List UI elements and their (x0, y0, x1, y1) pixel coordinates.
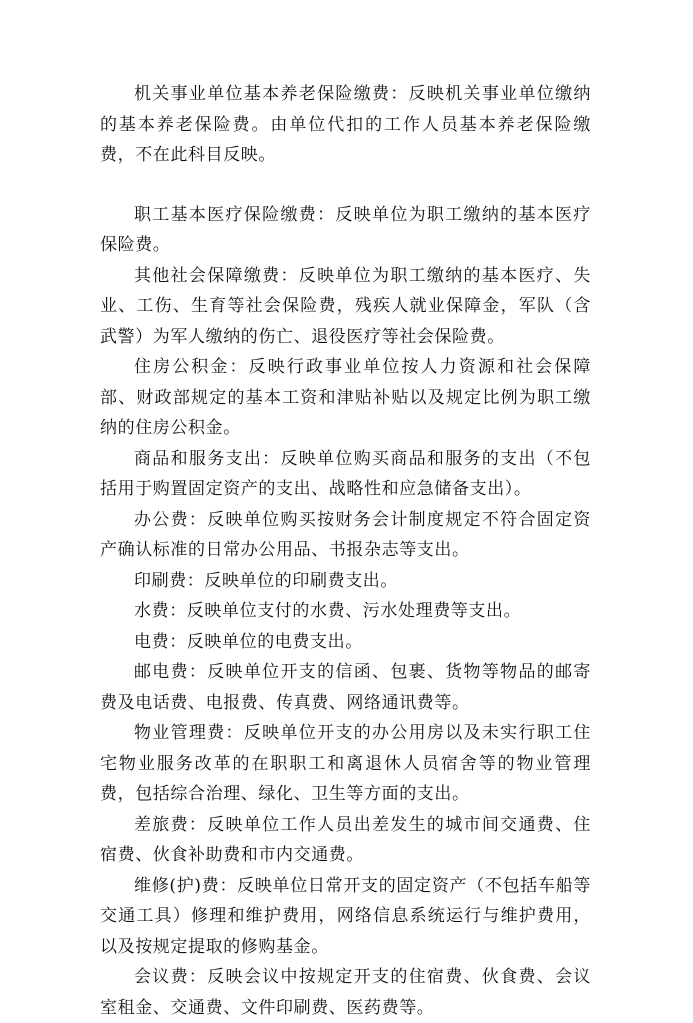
paragraph-postal-telecom-expense: 邮电费：反映单位开支的信函、包裹、货物等物品的邮寄费及电话费、电报费、传真费、网络通讯费等。 (100, 662, 591, 713)
paragraph-water-expense: 水费：反映单位支付的水费、污水处理费等支出。 (134, 601, 522, 621)
paragraph-meeting-expense: 会议费：反映会议中按规定开支的住宿费、伙食费、会议室租金、交通费、文件印刷费、医药费等。 (100, 967, 591, 1018)
paragraph-housing-fund: 住房公积金：反映行政事业单位按人力资源和社会保障部、财政部规定的基本工资和津贴补贴以及规定比例为职工缴纳的住房公积金。 (100, 357, 591, 438)
paragraph-pension-contribution: 机关事业单位基本养老保险缴费：反映机关事业单位缴纳的基本养老保险费。由单位代扣的工作人员基本养老保险缴费，不在此科目反映。 (100, 84, 591, 165)
paragraph-gap (100, 171, 591, 200)
paragraph-office-expense: 办公费：反映单位购买按财务会计制度规定不符合固定资产确认标准的日常办公用品、书报杂志等支出。 (100, 509, 591, 560)
paragraph-electricity-expense: 电费：反映单位的电费支出。 (134, 631, 363, 652)
paragraph-property-management: 物业管理费：反映单位开支的办公用房以及未实行职工住宅物业服务改革的在职职工和离退休人员宿舍等的物业管理费，包括综合治理、绿化、卫生等方面的支出。 (100, 723, 591, 804)
document-body (100, 79, 591, 1023)
paragraph-medical-insurance: 职工基本医疗保险缴费：反映单位为职工缴纳的基本医疗保险费。 (100, 204, 591, 255)
paragraph-printing-expense: 印刷费：反映单位的印刷费支出。 (134, 570, 398, 591)
paragraph-maintenance-expense: 维修(护)费：反映单位日常开支的固定资产（不包括车船等交通工具）修理和维护费用，网络信息系统运行与维护费用，以及按规定提取的修购基金。 (100, 875, 591, 957)
paragraph-other-social-security: 其他社会保障缴费：反映单位为职工缴纳的基本医疗、失业、工伤、生育等社会保险费，残疾人就业保障金，军队（含武警）为军人缴纳的伤亡、退役医疗等社会保险费。 (100, 265, 591, 347)
paragraph-goods-services: 商品和服务支出：反映单位购买商品和服务的支出（不包括用于购置固定资产的支出、战略性和应急储备支出）。 (100, 448, 591, 499)
paragraph-travel-expense: 差旅费：反映单位工作人员出差发生的城市间交通费、住宿费、伙食补助费和市内交通费。 (100, 814, 591, 865)
